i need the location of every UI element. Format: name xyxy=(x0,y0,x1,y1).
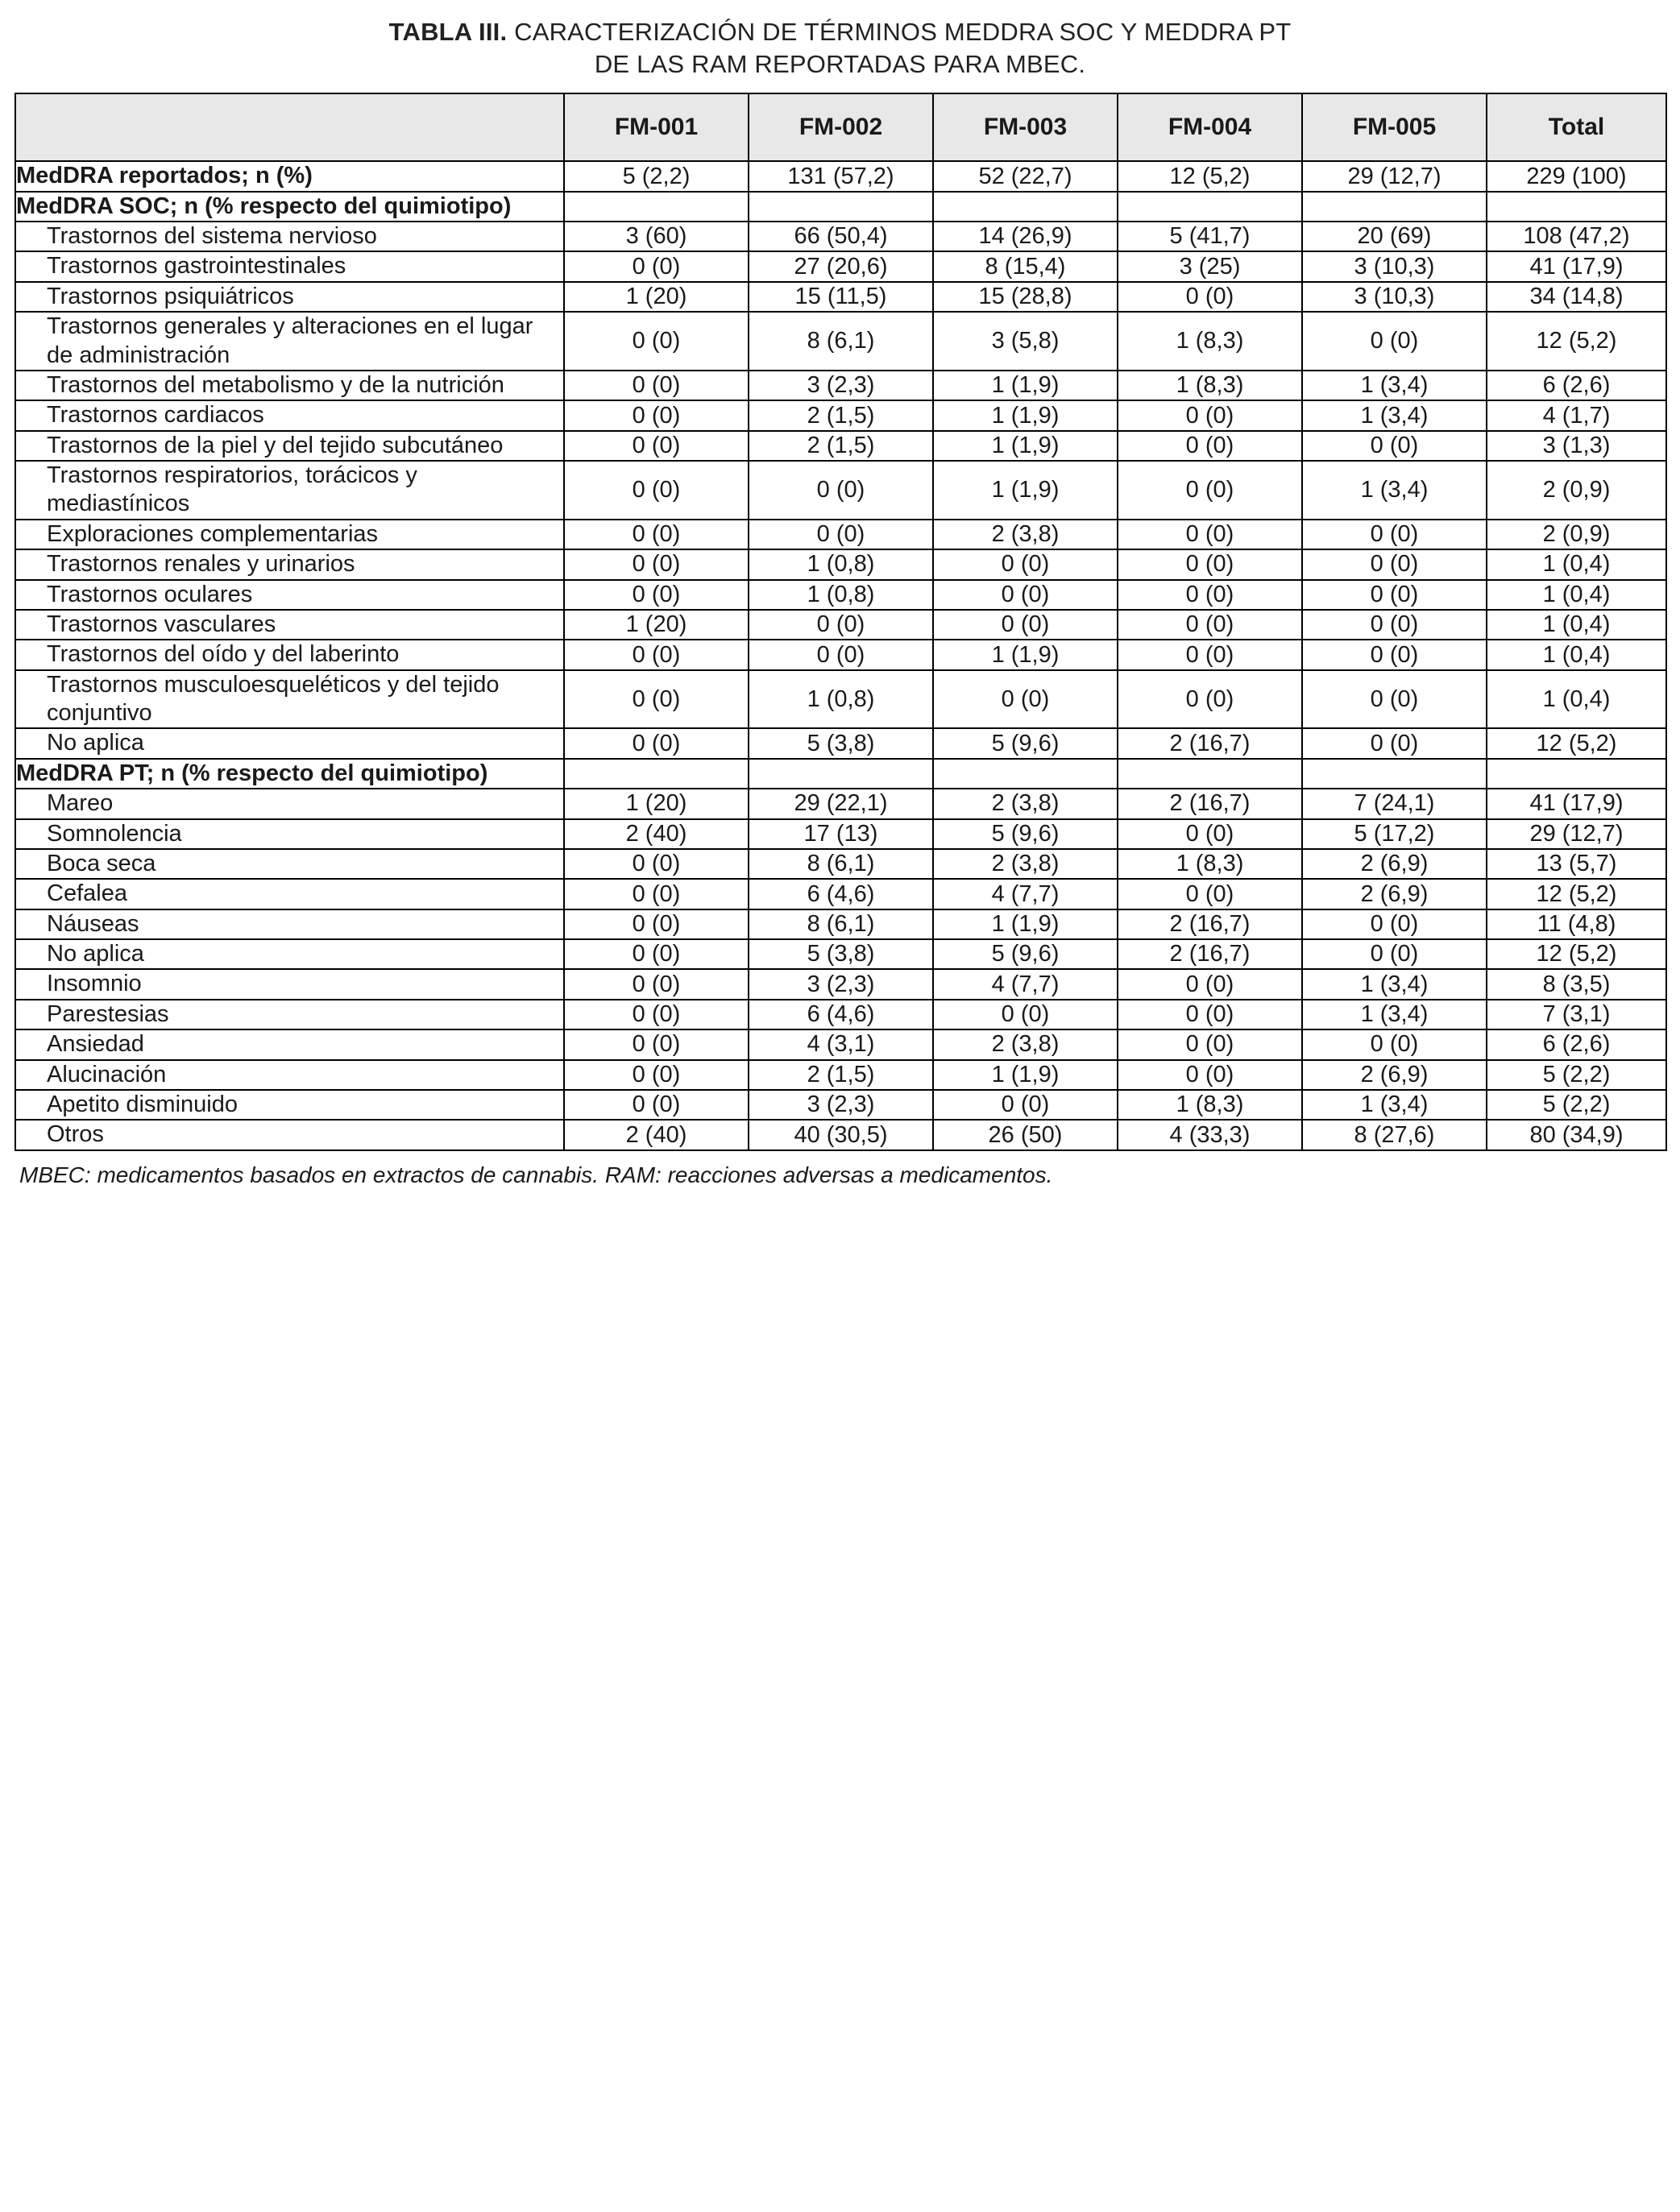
row-label: Mareo xyxy=(15,789,564,818)
table-row xyxy=(15,192,1666,222)
row-value: 3 (60) xyxy=(564,222,749,251)
row-value: 0 (0) xyxy=(933,610,1118,640)
header-cell-fm004: FM-004 xyxy=(1118,93,1302,161)
row-label: Trastornos del metabolismo y de la nutrición xyxy=(15,371,564,400)
row-value: 6 (4,6) xyxy=(749,1000,933,1029)
header-cell-total: Total xyxy=(1487,93,1666,161)
row-value: 108 (47,2) xyxy=(1487,222,1666,251)
row-value: 66 (50,4) xyxy=(749,222,933,251)
row-value: 0 (0) xyxy=(564,640,749,669)
row-value: 0 (0) xyxy=(564,879,749,909)
row-value: 29 (12,7) xyxy=(1487,819,1666,849)
row-value: 5 (2,2) xyxy=(1487,1090,1666,1120)
row-label: Ansiedad xyxy=(15,1029,564,1059)
row-value: 8 (15,4) xyxy=(933,251,1118,281)
row-value: 0 (0) xyxy=(564,400,749,430)
row-value: 0 (0) xyxy=(1118,969,1302,999)
row-value: 7 (3,1) xyxy=(1487,1000,1666,1029)
table-number: TABLA III. xyxy=(388,18,508,46)
row-value: 1 (0,4) xyxy=(1487,610,1666,640)
row-value: 34 (14,8) xyxy=(1487,282,1666,312)
table-row xyxy=(15,969,1666,999)
row-value: 41 (17,9) xyxy=(1487,789,1666,818)
table-row xyxy=(15,759,1666,789)
row-value xyxy=(933,192,1118,222)
table-body xyxy=(15,161,1666,1149)
row-value: 0 (0) xyxy=(564,909,749,939)
row-value: 4 (1,7) xyxy=(1487,400,1666,430)
row-value: 1 (20) xyxy=(564,610,749,640)
row-label: MedDRA SOC; n (% respecto del quimiotipo) xyxy=(15,192,564,222)
header-row xyxy=(15,93,1666,161)
row-value: 5 (2,2) xyxy=(564,161,749,191)
table-row xyxy=(15,610,1666,640)
row-label: Somnolencia xyxy=(15,819,564,849)
header-cell-fm001: FM-001 xyxy=(564,93,749,161)
table-row xyxy=(15,939,1666,969)
header-cell-fm002: FM-002 xyxy=(749,93,933,161)
header-cell-label xyxy=(15,93,564,161)
row-label: Otros xyxy=(15,1120,564,1149)
row-value: 131 (57,2) xyxy=(749,161,933,191)
row-value: 2 (3,8) xyxy=(933,789,1118,818)
row-value xyxy=(933,759,1118,789)
row-label: Trastornos respiratorios, torácicos y mediastínicos xyxy=(15,461,564,520)
row-value: 41 (17,9) xyxy=(1487,251,1666,281)
row-label: Parestesias xyxy=(15,1000,564,1029)
row-value: 5 (3,8) xyxy=(749,728,933,758)
row-value: 2 (16,7) xyxy=(1118,939,1302,969)
row-value: 2 (0,9) xyxy=(1487,520,1666,549)
table-row xyxy=(15,1060,1666,1090)
row-value: 0 (0) xyxy=(564,251,749,281)
row-value: 2 (40) xyxy=(564,1120,749,1149)
row-value: 0 (0) xyxy=(564,549,749,579)
row-value xyxy=(1118,192,1302,222)
row-value: 1 (3,4) xyxy=(1302,969,1487,999)
row-value: 229 (100) xyxy=(1487,161,1666,191)
row-value: 2 (40) xyxy=(564,819,749,849)
table-row xyxy=(15,670,1666,729)
row-value: 1 (1,9) xyxy=(933,1060,1118,1090)
row-value: 0 (0) xyxy=(1302,670,1487,729)
row-value: 2 (16,7) xyxy=(1118,789,1302,818)
row-value xyxy=(1118,759,1302,789)
table-row xyxy=(15,1000,1666,1029)
table-row xyxy=(15,222,1666,251)
row-value xyxy=(1302,192,1487,222)
row-value: 0 (0) xyxy=(1118,461,1302,520)
row-value: 5 (9,6) xyxy=(933,939,1118,969)
row-label: Trastornos cardiacos xyxy=(15,400,564,430)
row-value: 0 (0) xyxy=(564,580,749,610)
row-label: Trastornos musculoesqueléticos y del tejido conjuntivo xyxy=(15,670,564,729)
row-value xyxy=(749,759,933,789)
row-value: 4 (7,7) xyxy=(933,879,1118,909)
row-value: 1 (1,9) xyxy=(933,461,1118,520)
row-value: 0 (0) xyxy=(1302,640,1487,669)
row-value: 0 (0) xyxy=(1118,610,1302,640)
row-label: Boca seca xyxy=(15,849,564,879)
row-value: 0 (0) xyxy=(1302,728,1487,758)
row-label: Trastornos del sistema nervioso xyxy=(15,222,564,251)
table-title-rest: CARACTERIZACIÓN DE TÉRMINOS MEDDRA SOC Y MEDDRA PT xyxy=(507,18,1292,46)
table-row xyxy=(15,789,1666,818)
row-value: 20 (69) xyxy=(1302,222,1487,251)
row-value: 2 (3,8) xyxy=(933,520,1118,549)
row-value: 0 (0) xyxy=(1118,400,1302,430)
row-value: 2 (1,5) xyxy=(749,1060,933,1090)
row-label: Alucinación xyxy=(15,1060,564,1090)
row-value: 8 (27,6) xyxy=(1302,1120,1487,1149)
row-label: No aplica xyxy=(15,728,564,758)
table-row xyxy=(15,909,1666,939)
row-value: 0 (0) xyxy=(1118,1029,1302,1059)
row-value: 0 (0) xyxy=(1302,909,1487,939)
row-value: 3 (5,8) xyxy=(933,312,1118,371)
row-value: 1 (3,4) xyxy=(1302,461,1487,520)
row-label: Insomnio xyxy=(15,969,564,999)
table-row xyxy=(15,161,1666,191)
row-value: 1 (0,4) xyxy=(1487,580,1666,610)
row-value: 0 (0) xyxy=(564,431,749,461)
row-value: 29 (22,1) xyxy=(749,789,933,818)
row-value: 29 (12,7) xyxy=(1302,161,1487,191)
row-value: 1 (3,4) xyxy=(1302,1000,1487,1029)
row-label: Trastornos vasculares xyxy=(15,610,564,640)
row-value: 5 (9,6) xyxy=(933,728,1118,758)
row-value: 3 (2,3) xyxy=(749,969,933,999)
row-value: 0 (0) xyxy=(1118,520,1302,549)
table-row xyxy=(15,580,1666,610)
row-value: 5 (3,8) xyxy=(749,939,933,969)
row-value: 0 (0) xyxy=(1118,819,1302,849)
row-value: 52 (22,7) xyxy=(933,161,1118,191)
row-value: 0 (0) xyxy=(1302,549,1487,579)
row-value: 5 (9,6) xyxy=(933,819,1118,849)
row-value: 1 (3,4) xyxy=(1302,400,1487,430)
row-label: MedDRA reportados; n (%) xyxy=(15,161,564,191)
row-value: 3 (1,3) xyxy=(1487,431,1666,461)
row-value: 8 (6,1) xyxy=(749,849,933,879)
row-value: 0 (0) xyxy=(749,461,933,520)
row-value: 26 (50) xyxy=(933,1120,1118,1149)
table-header xyxy=(15,93,1666,161)
row-value: 2 (6,9) xyxy=(1302,849,1487,879)
row-value: 0 (0) xyxy=(933,580,1118,610)
row-value: 12 (5,2) xyxy=(1487,312,1666,371)
row-value: 5 (2,2) xyxy=(1487,1060,1666,1090)
row-value: 1 (0,4) xyxy=(1487,549,1666,579)
row-value: 4 (7,7) xyxy=(933,969,1118,999)
header-cell-fm005: FM-005 xyxy=(1302,93,1487,161)
table-row xyxy=(15,400,1666,430)
row-value: 14 (26,9) xyxy=(933,222,1118,251)
table-row xyxy=(15,549,1666,579)
row-value: 2 (1,5) xyxy=(749,400,933,430)
row-value: 0 (0) xyxy=(564,728,749,758)
row-label: Cefalea xyxy=(15,879,564,909)
row-value: 0 (0) xyxy=(1118,1000,1302,1029)
table-row xyxy=(15,312,1666,371)
row-label: Trastornos de la piel y del tejido subcutáneo xyxy=(15,431,564,461)
row-value: 1 (3,4) xyxy=(1302,1090,1487,1120)
row-value: 3 (2,3) xyxy=(749,371,933,400)
row-value: 0 (0) xyxy=(564,312,749,371)
table-row xyxy=(15,849,1666,879)
row-value: 0 (0) xyxy=(1302,580,1487,610)
row-value: 0 (0) xyxy=(564,1060,749,1090)
table-footnote: MBEC: medicamentos basados en extractos de cannabis. RAM: reacciones adversas a medicamentos. xyxy=(19,1162,1053,1187)
table-title-line2: DE LAS RAM REPORTADAS PARA MBEC. xyxy=(594,49,1086,78)
row-value: 4 (33,3) xyxy=(1118,1120,1302,1149)
row-value xyxy=(564,759,749,789)
table-row xyxy=(15,282,1666,312)
row-value: 2 (6,9) xyxy=(1302,879,1487,909)
row-value: 0 (0) xyxy=(564,939,749,969)
row-value: 0 (0) xyxy=(564,461,749,520)
row-value: 1 (8,3) xyxy=(1118,371,1302,400)
row-value: 6 (2,6) xyxy=(1487,371,1666,400)
row-value: 1 (20) xyxy=(564,789,749,818)
row-value: 2 (1,5) xyxy=(749,431,933,461)
row-value: 0 (0) xyxy=(564,670,749,729)
row-label: No aplica xyxy=(15,939,564,969)
table-row xyxy=(15,371,1666,400)
row-value xyxy=(1487,759,1666,789)
row-value: 0 (0) xyxy=(933,1090,1118,1120)
row-value xyxy=(564,192,749,222)
row-value: 2 (6,9) xyxy=(1302,1060,1487,1090)
row-value: 2 (3,8) xyxy=(933,849,1118,879)
row-value: 1 (1,9) xyxy=(933,431,1118,461)
row-value: 1 (1,9) xyxy=(933,640,1118,669)
row-value: 0 (0) xyxy=(933,549,1118,579)
table-row xyxy=(15,1120,1666,1149)
row-value: 0 (0) xyxy=(1302,939,1487,969)
table-row xyxy=(15,431,1666,461)
row-value: 7 (24,1) xyxy=(1302,789,1487,818)
row-value: 17 (13) xyxy=(749,819,933,849)
header-cell-fm003: FM-003 xyxy=(933,93,1118,161)
table-row xyxy=(15,1029,1666,1059)
row-value: 3 (2,3) xyxy=(749,1090,933,1120)
table-row xyxy=(15,461,1666,520)
row-label: Apetito disminuido xyxy=(15,1090,564,1120)
row-value: 0 (0) xyxy=(1302,520,1487,549)
row-value: 12 (5,2) xyxy=(1118,161,1302,191)
row-value: 1 (0,4) xyxy=(1487,640,1666,669)
row-value: 0 (0) xyxy=(564,520,749,549)
row-value: 15 (28,8) xyxy=(933,282,1118,312)
row-value: 5 (41,7) xyxy=(1118,222,1302,251)
table-row xyxy=(15,879,1666,909)
row-value: 12 (5,2) xyxy=(1487,939,1666,969)
row-value: 0 (0) xyxy=(1118,549,1302,579)
row-value: 5 (17,2) xyxy=(1302,819,1487,849)
row-value: 1 (8,3) xyxy=(1118,849,1302,879)
row-value: 0 (0) xyxy=(1118,670,1302,729)
row-value: 1 (8,3) xyxy=(1118,1090,1302,1120)
row-value: 12 (5,2) xyxy=(1487,728,1666,758)
row-value: 0 (0) xyxy=(564,1029,749,1059)
row-value xyxy=(1487,192,1666,222)
row-value: 3 (10,3) xyxy=(1302,282,1487,312)
row-value: 8 (6,1) xyxy=(749,312,933,371)
row-value: 0 (0) xyxy=(933,1000,1118,1029)
row-value: 0 (0) xyxy=(564,1000,749,1029)
row-value: 40 (30,5) xyxy=(749,1120,933,1149)
row-value: 0 (0) xyxy=(564,371,749,400)
row-value: 0 (0) xyxy=(1118,282,1302,312)
row-label: Trastornos psiquiátricos xyxy=(15,282,564,312)
row-value: 0 (0) xyxy=(933,670,1118,729)
row-value: 1 (3,4) xyxy=(1302,371,1487,400)
row-value: 1 (0,8) xyxy=(749,549,933,579)
row-value: 0 (0) xyxy=(1302,431,1487,461)
row-value: 27 (20,6) xyxy=(749,251,933,281)
row-value: 0 (0) xyxy=(1302,610,1487,640)
table-row xyxy=(15,1090,1666,1120)
row-value: 1 (20) xyxy=(564,282,749,312)
row-value: 1 (1,9) xyxy=(933,371,1118,400)
row-value: 80 (34,9) xyxy=(1487,1120,1666,1149)
row-value xyxy=(1302,759,1487,789)
row-label: Náuseas xyxy=(15,909,564,939)
row-value: 3 (25) xyxy=(1118,251,1302,281)
table-row xyxy=(15,520,1666,549)
row-value: 8 (3,5) xyxy=(1487,969,1666,999)
row-value: 11 (4,8) xyxy=(1487,909,1666,939)
row-value: 2 (16,7) xyxy=(1118,909,1302,939)
row-value: 2 (16,7) xyxy=(1118,728,1302,758)
row-value: 1 (1,9) xyxy=(933,909,1118,939)
row-label: Trastornos del oído y del laberinto xyxy=(15,640,564,669)
row-value: 4 (3,1) xyxy=(749,1029,933,1059)
meddra-table xyxy=(15,93,1667,1150)
table-row xyxy=(15,728,1666,758)
row-label: Trastornos generales y alteraciones en el lugar de administración xyxy=(15,312,564,371)
row-value: 0 (0) xyxy=(1302,312,1487,371)
row-value: 1 (0,8) xyxy=(749,580,933,610)
row-value: 0 (0) xyxy=(564,1090,749,1120)
row-value: 0 (0) xyxy=(1118,580,1302,610)
row-value: 0 (0) xyxy=(749,640,933,669)
row-value: 15 (11,5) xyxy=(749,282,933,312)
row-label: MedDRA PT; n (% respecto del quimiotipo) xyxy=(15,759,564,789)
row-value: 2 (0,9) xyxy=(1487,461,1666,520)
row-value: 0 (0) xyxy=(1118,640,1302,669)
row-value: 6 (2,6) xyxy=(1487,1029,1666,1059)
table-row xyxy=(15,640,1666,669)
row-value: 0 (0) xyxy=(749,610,933,640)
row-label: Trastornos gastrointestinales xyxy=(15,251,564,281)
row-value: 0 (0) xyxy=(1118,879,1302,909)
row-value: 12 (5,2) xyxy=(1487,879,1666,909)
row-value: 1 (8,3) xyxy=(1118,312,1302,371)
row-value: 0 (0) xyxy=(1118,431,1302,461)
row-label: Exploraciones complementarias xyxy=(15,520,564,549)
row-value: 13 (5,7) xyxy=(1487,849,1666,879)
row-value: 1 (0,4) xyxy=(1487,670,1666,729)
row-label: Trastornos oculares xyxy=(15,580,564,610)
row-value: 6 (4,6) xyxy=(749,879,933,909)
row-value: 8 (6,1) xyxy=(749,909,933,939)
row-value: 3 (10,3) xyxy=(1302,251,1487,281)
row-value: 1 (1,9) xyxy=(933,400,1118,430)
row-value: 0 (0) xyxy=(1302,1029,1487,1059)
row-value: 2 (3,8) xyxy=(933,1029,1118,1059)
table-row xyxy=(15,251,1666,281)
row-value: 1 (0,8) xyxy=(749,670,933,729)
row-value xyxy=(749,192,933,222)
row-value: 0 (0) xyxy=(564,969,749,999)
row-value: 0 (0) xyxy=(564,849,749,879)
row-value: 0 (0) xyxy=(749,520,933,549)
page-title xyxy=(15,16,1665,80)
row-value: 0 (0) xyxy=(1118,1060,1302,1090)
table-row xyxy=(15,819,1666,849)
row-label: Trastornos renales y urinarios xyxy=(15,549,564,579)
